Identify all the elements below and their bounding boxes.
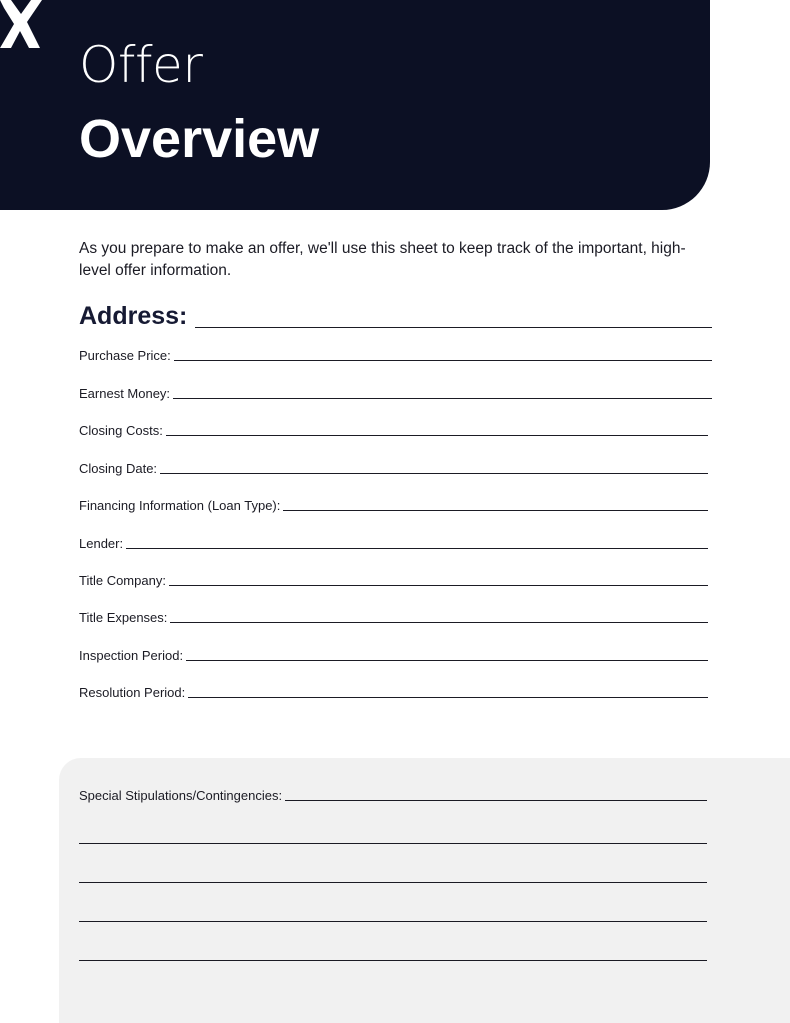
title-company-field[interactable] <box>79 573 708 588</box>
lender-line[interactable] <box>126 547 708 549</box>
purchase-price-field[interactable] <box>79 348 712 363</box>
stipulations-line-5[interactable] <box>79 960 707 961</box>
inspection-period-label: Inspection Period: <box>79 648 184 663</box>
resolution-period-label: Resolution Period: <box>79 685 186 700</box>
stipulations-label: Special Stipulations/Contingencies: <box>79 788 283 803</box>
header-banner <box>0 0 710 210</box>
stipulations-line[interactable] <box>285 799 707 801</box>
financing-field[interactable] <box>79 498 708 513</box>
purchase-price-line[interactable] <box>174 359 712 361</box>
resolution-period-line[interactable] <box>188 696 708 698</box>
closing-date-field[interactable] <box>79 461 708 476</box>
title-expenses-label: Title Expenses: <box>79 610 168 625</box>
title-expenses-line[interactable] <box>170 621 708 623</box>
lender-field[interactable] <box>79 536 708 551</box>
earnest-money-line[interactable] <box>173 397 712 399</box>
closing-costs-label: Closing Costs: <box>79 423 163 438</box>
title-company-line[interactable] <box>169 584 708 586</box>
title-line-2: Overview <box>79 109 320 169</box>
earnest-money-field[interactable] <box>79 386 712 401</box>
stipulations-line-2[interactable] <box>79 843 707 844</box>
address-label: Address: <box>79 302 188 330</box>
inspection-period-field[interactable] <box>79 648 708 663</box>
intro-text: As you prepare to make an offer, we'll use this sheet to keep track of the important, high-level offer information. <box>79 240 686 279</box>
closing-date-label: Closing Date: <box>79 461 158 476</box>
x-logo-icon <box>0 0 42 48</box>
stipulations-line-4[interactable] <box>79 921 707 922</box>
stipulations-field[interactable] <box>79 788 707 803</box>
stipulations-line-3[interactable] <box>79 882 707 883</box>
closing-date-line[interactable] <box>160 472 708 474</box>
title-line-1: Offer <box>79 36 203 94</box>
closing-costs-field[interactable] <box>79 423 708 438</box>
closing-costs-line[interactable] <box>166 434 708 436</box>
purchase-price-label: Purchase Price: <box>79 348 171 363</box>
address-field[interactable] <box>79 302 712 331</box>
inspection-period-line[interactable] <box>186 659 708 661</box>
lender-label: Lender: <box>79 536 124 551</box>
title-expenses-field[interactable] <box>79 610 708 625</box>
earnest-money-label: Earnest Money: <box>79 386 171 401</box>
address-line[interactable] <box>195 326 712 328</box>
title-company-label: Title Company: <box>79 573 166 588</box>
resolution-period-field[interactable] <box>79 685 708 700</box>
financing-line[interactable] <box>283 509 708 511</box>
financing-label: Financing Information (Loan Type): <box>79 498 281 513</box>
